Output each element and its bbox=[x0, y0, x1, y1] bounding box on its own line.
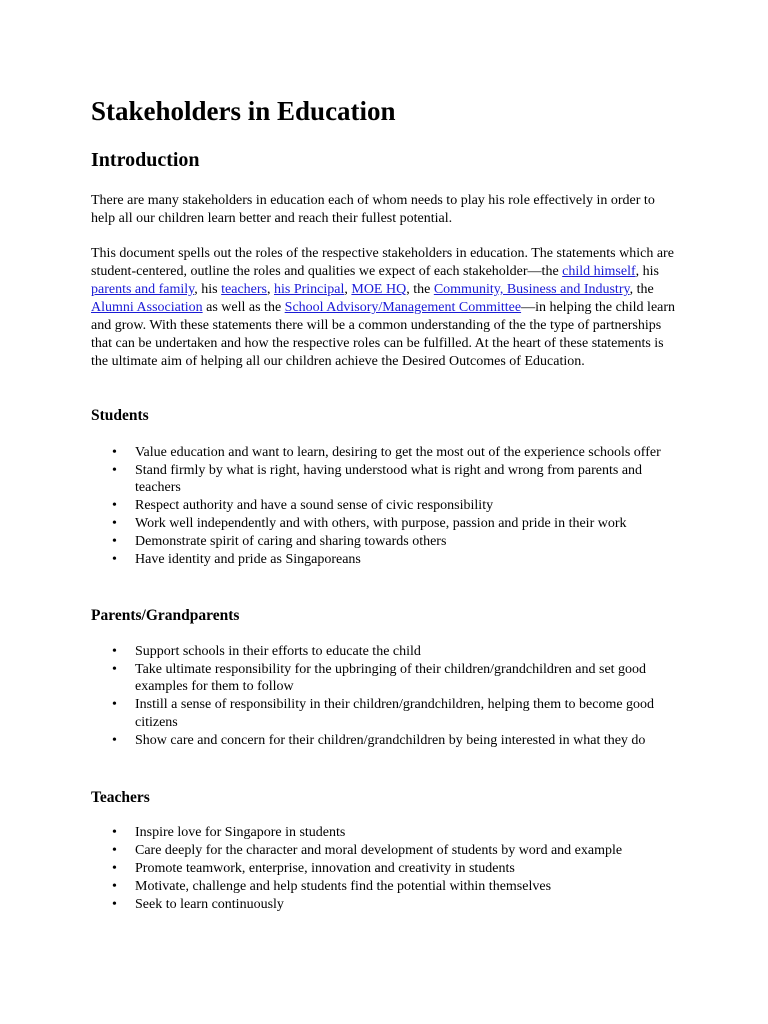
bullet-icon: • bbox=[112, 860, 117, 876]
list-item bbox=[91, 497, 681, 515]
parents-list bbox=[91, 643, 681, 750]
roles-text-9: —in helping the child learn and grow. With these statements there will be a common understanding of the the type of partnerships that can be undertaken and how the respective roles can be fulfilled. At the heart of these statements is the ultimate aim of helping all our children achieve the Desired Outcomes of Education. bbox=[91, 300, 676, 369]
list-item-text: Demonstrate spirit of caring and sharing towards others bbox=[135, 534, 447, 550]
bullet-icon: • bbox=[112, 644, 117, 659]
list-item-text: Work well independently and with others, with purpose, passion and pride in their work bbox=[135, 516, 627, 532]
list-item bbox=[91, 878, 681, 896]
roles-text-2: , his bbox=[635, 264, 659, 279]
list-item bbox=[91, 860, 681, 878]
teachers-list bbox=[91, 824, 681, 913]
list-item bbox=[91, 515, 681, 533]
intro-paragraph: There are many stakeholders in education each of whom needs to play his role effectively in order to help all our children learn better and reach their fullest potential. bbox=[91, 193, 655, 226]
list-item bbox=[91, 551, 681, 569]
bullet-icon: • bbox=[112, 878, 117, 894]
link-community-business-industry[interactable]: Community, Business and Industry bbox=[433, 282, 630, 297]
list-item-text: Inspire love for Singapore in students bbox=[135, 825, 346, 840]
bullet-icon: • bbox=[112, 896, 117, 912]
list-item-text: Respect authority and have a sound sense of civic responsibility bbox=[135, 498, 494, 514]
bullet-icon: • bbox=[112, 498, 117, 514]
link-parents-and-family[interactable]: parents and family bbox=[91, 282, 195, 297]
students-list bbox=[91, 444, 681, 569]
list-item-text: Have identity and pride as Singaporeans bbox=[135, 552, 361, 568]
list-item bbox=[91, 842, 681, 860]
list-item bbox=[91, 896, 681, 914]
bullet-icon: • bbox=[112, 534, 117, 550]
roles-text-3: , his bbox=[194, 282, 222, 297]
bullet-icon: • bbox=[112, 462, 117, 478]
link-his-principal[interactable]: his Principal bbox=[273, 282, 345, 297]
link-teachers[interactable]: teachers bbox=[221, 282, 267, 297]
list-item-text: Stand firmly by what is right, having understood what is right and wrong from parents and teachers bbox=[135, 462, 643, 496]
link-alumni-association[interactable]: Alumni Association bbox=[91, 300, 203, 315]
link-child-himself[interactable]: child himself bbox=[562, 264, 636, 279]
link-school-advisory-management-committee[interactable]: School Advisory/Management Committee bbox=[284, 300, 522, 315]
list-item-text: Instill a sense of responsibility in their children/grandchildren, helping them to become good citizens bbox=[135, 697, 655, 730]
roles-text-5: , bbox=[344, 282, 352, 297]
introduction-heading: Introduction bbox=[91, 149, 200, 171]
link-moe-hq[interactable]: MOE HQ bbox=[351, 282, 407, 297]
list-item bbox=[91, 696, 681, 731]
bullet-icon: • bbox=[112, 552, 117, 568]
roles-paragraph bbox=[91, 245, 681, 371]
page-title: Stakeholders in Education bbox=[91, 96, 396, 126]
bullet-icon: • bbox=[112, 842, 117, 858]
bullet-icon: • bbox=[112, 825, 117, 840]
roles-text-6: , the bbox=[406, 282, 434, 297]
bullet-icon: • bbox=[112, 445, 117, 460]
list-item-text: Value education and want to learn, desiring to get the most out of the experience schools offer bbox=[135, 445, 661, 460]
list-item-text: Seek to learn continuously bbox=[135, 896, 284, 912]
list-item-text: Care deeply for the character and moral development of students by word and example bbox=[135, 842, 623, 858]
bullet-icon: • bbox=[112, 516, 117, 532]
list-item bbox=[91, 824, 681, 842]
list-item bbox=[91, 444, 681, 462]
bullet-icon: • bbox=[112, 661, 117, 677]
bullet-icon: • bbox=[112, 732, 117, 748]
list-item-text: Motivate, challenge and help students find the potential within themselves bbox=[135, 878, 552, 894]
list-item-text: Support schools in their efforts to educate the child bbox=[135, 644, 421, 659]
list-item-text: Show care and concern for their children/grandchildren by being interested in what they do bbox=[135, 732, 646, 748]
list-item bbox=[91, 661, 681, 696]
list-item bbox=[91, 533, 681, 551]
roles-text-8: as well as the bbox=[202, 300, 285, 315]
teachers-heading: Teachers bbox=[91, 789, 150, 806]
roles-text-1: This document spells out the roles of the respective stakeholders in education. The statements which are student-centered, outline the roles and qualities we expect of each stakeholder—the bbox=[91, 246, 674, 279]
list-item bbox=[91, 462, 681, 497]
list-item bbox=[91, 643, 681, 661]
list-item-text: Take ultimate responsibility for the upbringing of their children/grandchildren and set good examples for them to follow bbox=[135, 661, 647, 695]
parents-heading: Parents/Grandparents bbox=[91, 607, 240, 624]
roles-text-7: , the bbox=[629, 282, 654, 297]
students-heading: Students bbox=[91, 407, 149, 424]
bullet-icon: • bbox=[112, 697, 117, 713]
list-item-text: Promote teamwork, enterprise, innovation and creativity in students bbox=[135, 860, 515, 876]
roles-text-4: , bbox=[266, 282, 274, 297]
list-item bbox=[91, 732, 681, 750]
